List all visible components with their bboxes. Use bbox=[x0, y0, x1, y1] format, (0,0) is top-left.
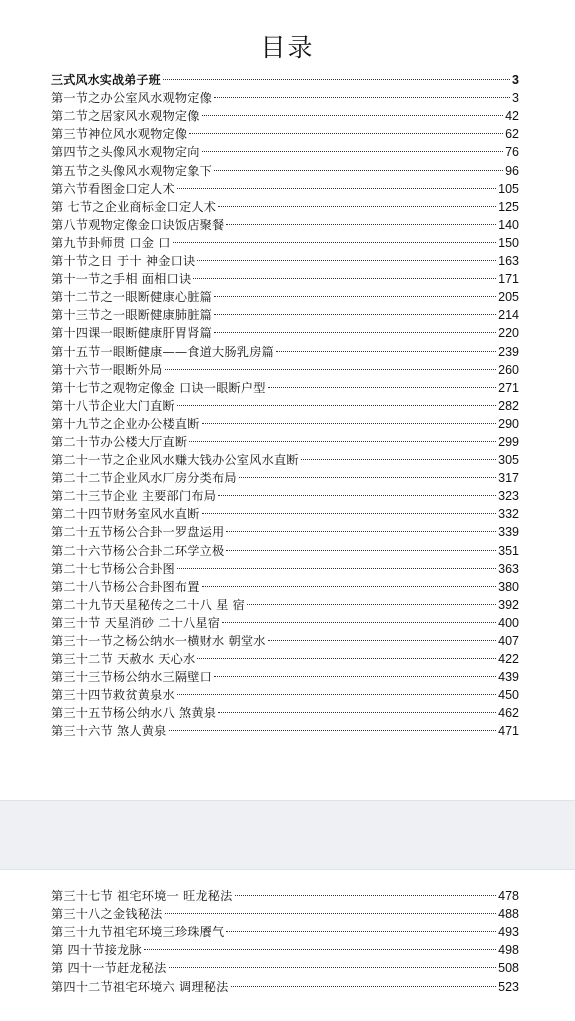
dot-leader bbox=[169, 717, 497, 735]
toc-entry-title: 第三十五节杨公纳水八 煞黄泉 bbox=[51, 706, 217, 721]
toc-entry-title: 第三十节 天星消砂 二十八星宿 bbox=[51, 615, 221, 630]
dot-leader bbox=[214, 663, 496, 681]
toc-entry-page-number: 271 bbox=[498, 380, 519, 395]
toc-entry-page-number: 205 bbox=[498, 290, 519, 305]
dot-leader bbox=[193, 265, 496, 283]
toc-entry-page-number: 171 bbox=[498, 272, 519, 287]
dot-leader bbox=[144, 936, 496, 954]
toc-entry-title: 第三十二节 天赦水 天心水 bbox=[51, 652, 196, 667]
toc-entry-page-number: 407 bbox=[498, 634, 519, 648]
table-of-contents bbox=[51, 66, 519, 739]
toc-entry-title: 第八节观物定像金口诀饭店聚餐 bbox=[51, 217, 225, 232]
dot-leader bbox=[235, 882, 497, 900]
toc-entry-page-number: 508 bbox=[498, 961, 519, 976]
toc-entry-page-number: 3 bbox=[512, 73, 519, 88]
toc-entry-title: 第三节神位风水观物定像 bbox=[51, 127, 188, 142]
dot-leader bbox=[214, 283, 496, 301]
dot-leader bbox=[169, 954, 497, 972]
toc-entry-title: 第十四课一眼断健康肝胃肾篇 bbox=[51, 326, 213, 341]
toc-entry-title: 第 四十一节赶龙秘法 bbox=[51, 961, 167, 976]
dot-leader bbox=[231, 972, 497, 990]
toc-entry-page-number: 462 bbox=[498, 706, 519, 721]
toc-entry-page-number: 317 bbox=[498, 471, 519, 486]
dot-leader bbox=[177, 555, 496, 573]
dot-leader bbox=[177, 392, 496, 410]
toc-entry-page-number: 478 bbox=[498, 889, 519, 904]
dot-leader bbox=[173, 229, 497, 247]
toc-entry-title: 第十节之日 于十 神金口诀 bbox=[51, 254, 196, 269]
dot-leader bbox=[165, 900, 497, 918]
toc-entry-page-number: 290 bbox=[498, 416, 519, 431]
toc-entry-title: 第二十九节天星秘传之二十八 星 宿 bbox=[51, 597, 245, 612]
dot-leader bbox=[165, 356, 497, 374]
toc-entry-title: 第三十一节之杨公纳水一横财水 朝堂水 bbox=[51, 634, 266, 648]
toc-entry-page-number: 488 bbox=[498, 907, 519, 922]
toc-entry-page-number: 76 bbox=[505, 145, 519, 160]
dot-leader bbox=[197, 645, 496, 663]
dot-leader bbox=[247, 591, 496, 609]
toc-entry-title: 第十七节之观物定像金 口诀一眼断户型 bbox=[51, 380, 266, 395]
toc-entry-page-number: 299 bbox=[498, 434, 519, 449]
dot-leader bbox=[218, 482, 496, 500]
dot-leader bbox=[202, 138, 503, 156]
dot-leader bbox=[177, 175, 496, 193]
toc-entry-title: 第四节之头像风水观物定向 bbox=[51, 145, 200, 160]
toc-entry-title: 第十九节之企业办公楼直断 bbox=[51, 416, 200, 431]
toc-entry-title: 第 四十节接龙脉 bbox=[51, 943, 142, 958]
toc-entry[interactable] bbox=[51, 66, 519, 88]
toc-entry-page-number: 220 bbox=[498, 326, 519, 341]
toc-entry-page-number: 392 bbox=[498, 597, 519, 612]
toc-entry-title: 第二十一节之企业风水赚大钱办公室风水直断 bbox=[51, 453, 299, 468]
toc-entry[interactable] bbox=[51, 882, 519, 904]
toc-entry-page-number: 125 bbox=[498, 199, 519, 214]
toc-entry-page-number: 260 bbox=[498, 362, 519, 377]
table-of-contents-continued bbox=[51, 882, 519, 994]
toc-entry-title: 第二十七节杨公合卦图 bbox=[51, 561, 175, 576]
toc-entry-page-number: 305 bbox=[498, 453, 519, 468]
toc-entry-page-number: 498 bbox=[498, 943, 519, 958]
toc-entry-page-number: 150 bbox=[498, 235, 519, 250]
toc-entry-page-number: 163 bbox=[498, 254, 519, 269]
toc-entry-title: 第六节看图金口定人术 bbox=[51, 181, 175, 196]
dot-leader bbox=[189, 120, 503, 138]
toc-entry-title: 第一节之办公室风水观物定像 bbox=[51, 91, 213, 106]
toc-entry-title: 第二十二节企业风水厂房分类布局 bbox=[51, 471, 237, 486]
dot-leader bbox=[226, 918, 496, 936]
toc-entry-page-number: 332 bbox=[498, 507, 519, 522]
dot-leader bbox=[214, 319, 496, 337]
toc-entry-page-number: 140 bbox=[498, 217, 519, 232]
page-separator bbox=[0, 800, 575, 870]
toc-entry-title: 第十二节之一眼断健康心脏篇 bbox=[51, 290, 213, 305]
toc-entry-page-number: 323 bbox=[498, 489, 519, 504]
toc-entry-page-number: 351 bbox=[498, 543, 519, 558]
document-page-2 bbox=[0, 870, 575, 1021]
toc-entry-title: 第二十八节杨公合卦图布置 bbox=[51, 579, 200, 594]
dot-leader bbox=[202, 102, 503, 120]
toc-entry-title: 第三十三节杨公纳水三隔壁口 bbox=[51, 670, 213, 685]
toc-entry-page-number: 493 bbox=[498, 925, 519, 940]
dot-leader bbox=[214, 156, 503, 174]
toc-entry-page-number: 3 bbox=[512, 91, 519, 106]
toc-entry-page-number: 42 bbox=[505, 109, 519, 124]
toc-entry-title: 第二十六节杨公合卦二环学立极 bbox=[51, 543, 225, 558]
dot-leader bbox=[202, 410, 496, 428]
toc-entry-page-number: 282 bbox=[498, 398, 519, 413]
dot-leader bbox=[239, 464, 496, 482]
dot-leader bbox=[301, 446, 496, 464]
dot-leader bbox=[218, 699, 496, 717]
dot-leader bbox=[177, 681, 496, 699]
dot-leader bbox=[268, 627, 496, 645]
toc-entry-title: 第三十八之金钱秘法 bbox=[51, 907, 163, 922]
toc-entry-title: 第十五节一眼断健康——食道大肠乳房篇 bbox=[51, 344, 274, 359]
toc-entry-title: 第二十四节财务室风水直断 bbox=[51, 507, 200, 522]
toc-entry-page-number: 62 bbox=[505, 127, 519, 142]
toc-entry-page-number: 400 bbox=[498, 615, 519, 630]
dot-leader bbox=[189, 428, 496, 446]
toc-entry-title: 第二十节办公楼大厅直断 bbox=[51, 434, 188, 449]
toc-entry-title: 第 七节之企业商标金口定人术 bbox=[51, 199, 217, 214]
toc-entry-title: 第九节卦师贯 口金 口 bbox=[51, 235, 171, 250]
toc-entry-page-number: 523 bbox=[498, 979, 519, 994]
dot-leader bbox=[268, 374, 496, 392]
dot-leader bbox=[202, 573, 496, 591]
toc-entry-title: 第十六节一眼断外局 bbox=[51, 362, 163, 377]
toc-entry-title: 第二节之居家风水观物定像 bbox=[51, 109, 200, 124]
toc-entry-title: 第三十九节祖宅环境三珍珠餍气 bbox=[51, 925, 225, 940]
toc-entry-page-number: 339 bbox=[498, 525, 519, 540]
toc-entry-page-number: 422 bbox=[498, 652, 519, 667]
toc-entry-title: 三式风水实战弟子班 bbox=[51, 73, 161, 88]
dot-leader bbox=[226, 536, 496, 554]
toc-entry-title: 第三十七节 祖宅环境一 旺龙秘法 bbox=[51, 889, 233, 904]
toc-entry-page-number: 363 bbox=[498, 561, 519, 576]
dot-leader bbox=[197, 247, 496, 265]
toc-entry-title: 第三十四节救贫黄泉水 bbox=[51, 688, 175, 703]
toc-entry-page-number: 96 bbox=[505, 163, 519, 178]
toc-entry-title: 第十三节之一眼断健康肺脏篇 bbox=[51, 308, 213, 323]
dot-leader bbox=[226, 518, 496, 536]
dot-leader bbox=[222, 609, 496, 627]
page-title: 目录 bbox=[260, 33, 315, 62]
dot-leader bbox=[276, 337, 496, 355]
toc-entry-page-number: 471 bbox=[498, 724, 519, 739]
toc-entry-page-number: 214 bbox=[498, 308, 519, 323]
toc-entry-title: 第十一节之手相 面相口诀 bbox=[51, 272, 192, 287]
toc-entry-title: 第五节之头像风水观物定象下 bbox=[51, 163, 213, 178]
dot-leader bbox=[163, 66, 510, 84]
dot-leader bbox=[214, 301, 496, 319]
toc-entry-title: 第四十二节祖宅环境六 调理秘法 bbox=[51, 979, 229, 994]
dot-leader bbox=[218, 193, 496, 211]
toc-entry-title: 第二十五节杨公合卦一罗盘运用 bbox=[51, 525, 225, 540]
dot-leader bbox=[202, 500, 496, 518]
toc-entry-page-number: 105 bbox=[498, 181, 519, 196]
toc-entry-title: 第二十三节企业 主要部门布局 bbox=[51, 489, 217, 504]
toc-entry-page-number: 380 bbox=[498, 579, 519, 594]
toc-entry-title: 第三十六节 煞人黄泉 bbox=[51, 724, 167, 739]
toc-entry-page-number: 439 bbox=[498, 670, 519, 685]
dot-leader bbox=[214, 84, 510, 102]
dot-leader bbox=[226, 211, 496, 229]
toc-entry-page-number: 239 bbox=[498, 344, 519, 359]
toc-entry-title: 第十八节企业大门直断 bbox=[51, 398, 175, 413]
toc-entry-page-number: 450 bbox=[498, 688, 519, 703]
